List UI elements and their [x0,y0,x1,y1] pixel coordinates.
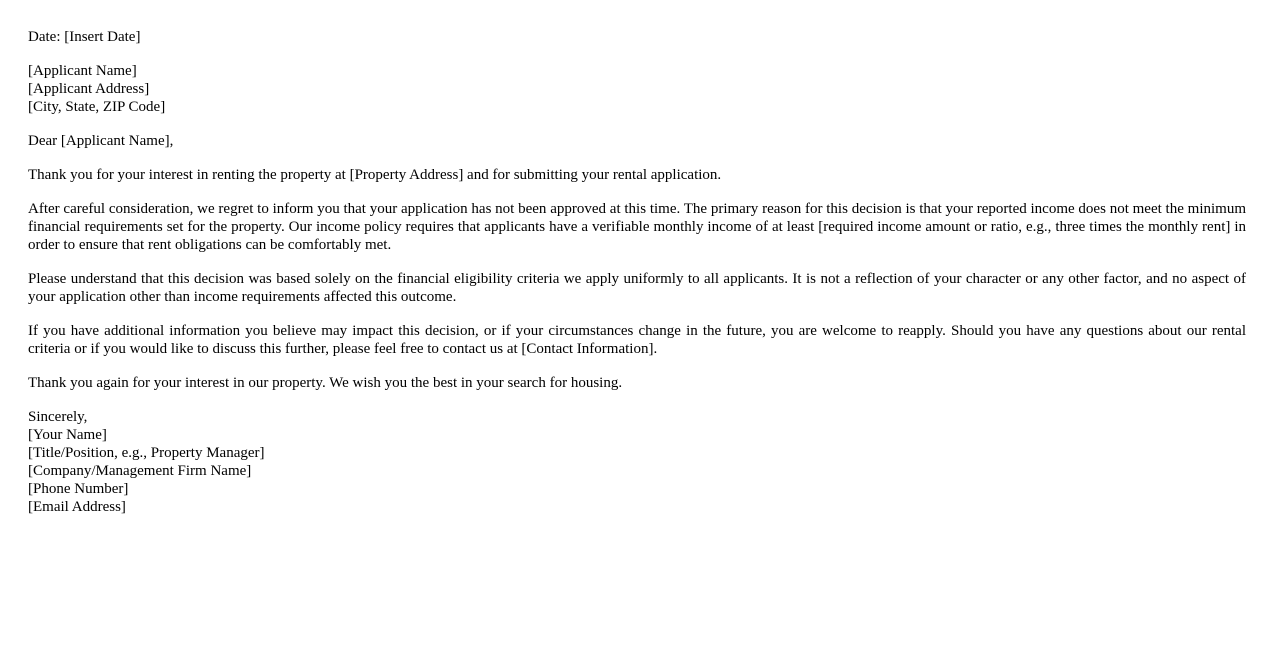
sender-company: [Company/Management Firm Name] [28,463,252,479]
recipient-address: [Applicant Address] [28,81,150,97]
signature-block [28,408,1246,516]
sender-email: [Email Address] [28,499,126,515]
sender-phone: [Phone Number] [28,481,129,497]
paragraph-reapply: If you have additional information you believe may impact this decision, or if your circumstances change in the future, you are welcome to reapply. Should you have any questions about our rental criteria or if you would like to discuss this further, please feel free to contact us at [Contact Information]. [28,323,1246,357]
recipient-block [28,62,1246,116]
salutation-block [28,132,1246,150]
paragraph-closing-thanks: Thank you again for your interest in our property. We wish you the best in your search for housing. [28,375,623,391]
sign-off: Sincerely, [28,409,88,425]
letter-body [28,28,1246,532]
paragraph-decision: After careful consideration, we regret to inform you that your application has not been approved at this time. The primary reason for this decision is that your reported income does not meet the minimum financial requirements set for the property. Our income policy requires that applicants have a verifiable monthly income of at least [required income amount or ratio, e.g., three times the monthly rent] in order to ensure that rent obligations can be comfortably met. [28,201,1246,253]
sender-name: [Your Name] [28,427,107,443]
paragraph-thanks: Thank you for your interest in renting the property at [Property Address] and for submitting your rental application. [28,167,722,183]
paragraph-criteria: Please understand that this decision was based solely on the financial eligibility criteria we apply uniformly to all applicants. It is not a reflection of your character or any other factor, and no aspect of your application other than income requirements affected this outcome. [28,271,1246,305]
recipient-city-state-zip: [City, State, ZIP Code] [28,99,166,115]
date-block [28,28,1246,46]
date-line: Date: [Insert Date] [28,29,141,45]
sender-title: [Title/Position, e.g., Property Manager] [28,445,265,461]
recipient-name: [Applicant Name] [28,63,137,79]
salutation: Dear [Applicant Name], [28,133,174,149]
